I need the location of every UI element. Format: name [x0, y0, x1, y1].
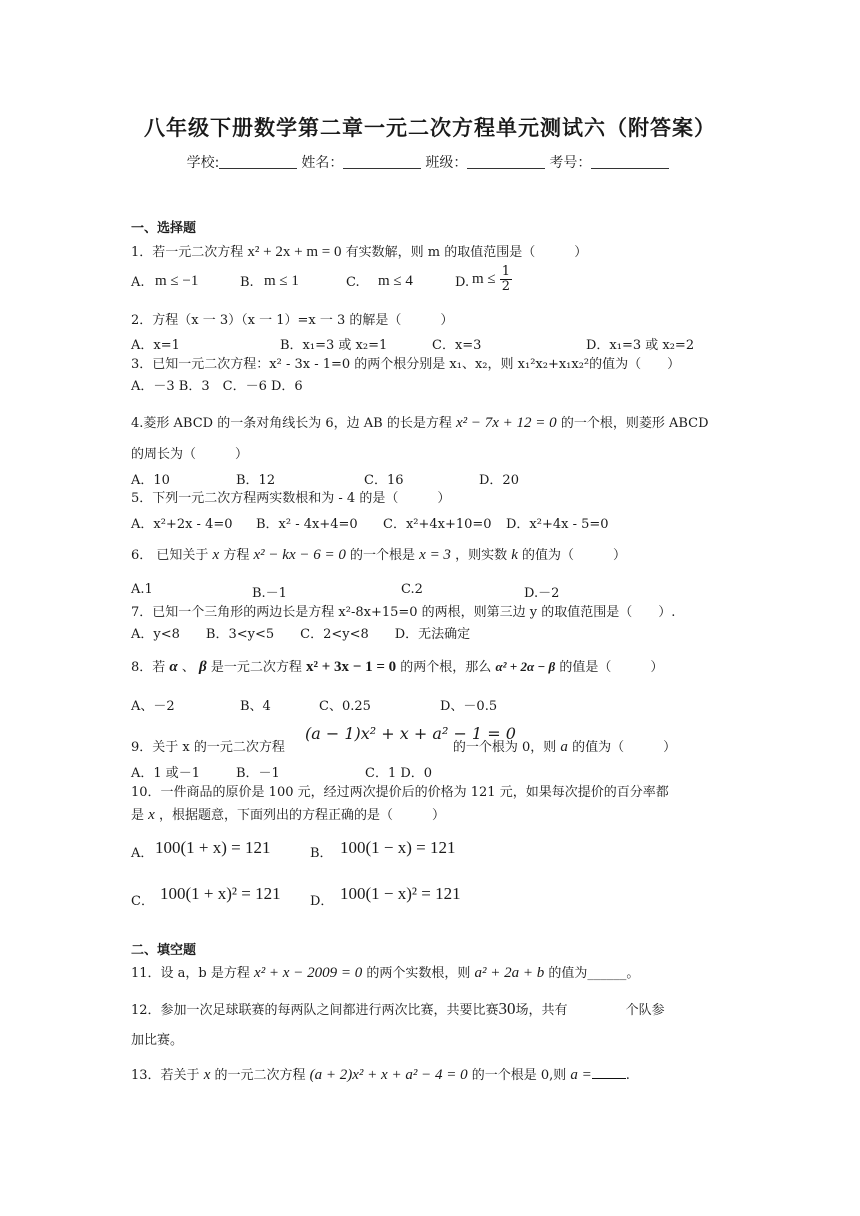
- q5-option-d: D．x²+4x - 5=0: [506, 517, 609, 532]
- q5-option-c: C．x²+4x+10=0: [383, 517, 492, 532]
- question-13-stem: [131, 1066, 630, 1085]
- question-5-stem: 5．下列一元二次方程两实数根和为 - 4 的是（ ）: [131, 491, 451, 506]
- q1-text-a: 1．若一元二次方程: [131, 245, 244, 260]
- q10-text-a: 是: [131, 808, 145, 823]
- q1-option-a: m ≤ −1: [155, 273, 199, 289]
- q13-var-x: x: [203, 1067, 211, 1083]
- q6-var-x: x: [212, 547, 220, 563]
- q13-text-b: 的一元二次方程: [214, 1068, 306, 1083]
- q2-option-b: B．x₁=3 或 x₂=1: [280, 338, 388, 353]
- q6-option-c: C.2: [401, 582, 423, 597]
- question-12-stem: [131, 1000, 665, 1020]
- q1-option-c-label: C.: [346, 275, 360, 290]
- q4-option-d: D．20: [479, 473, 519, 488]
- q11-expression: a² + 2a + b: [474, 965, 545, 981]
- fraction-denominator: 2: [501, 279, 511, 294]
- question-4-stem: [131, 414, 709, 433]
- q10-option-c: 100(1 + x)² = 121: [160, 884, 281, 903]
- q6-text-a: 6． 已知关于: [131, 548, 209, 563]
- q10-text-b: ，根据题意，下面列出的方程正确的是（ ）: [158, 808, 445, 823]
- q1-option-b-label: B.: [240, 275, 254, 290]
- q9-var-a: a: [560, 739, 568, 755]
- q2-option-d: D．x₁=3 或 x₂=2: [586, 338, 695, 353]
- q12-text-c: 个队参: [625, 1003, 665, 1018]
- q8-alpha: α: [169, 659, 178, 675]
- exam-no-blank: [591, 154, 669, 169]
- question-11-stem: [131, 964, 639, 983]
- q13-equation: (a + 2)x² + x + a² − 4 = 0: [309, 1067, 468, 1083]
- question-3-stem: 3．已知一元二次方程：x² - 3x - 1=0 的两个根分别是 x₁、x₂，则 x₁²x₂+x₁x₂²的值为（ ）: [131, 357, 681, 372]
- q6-text-e: 的值为（ ）: [522, 548, 627, 563]
- q6-text-b: 方程: [223, 548, 250, 563]
- q10-option-a-label: A．: [131, 846, 154, 861]
- q9-text-c: 的值为（ ）: [572, 740, 677, 755]
- q4-option-b: B．12: [236, 473, 276, 488]
- q12-stem-continued: 加比赛。: [131, 1033, 184, 1048]
- q2-option-c: C．x=3: [432, 338, 482, 353]
- q9-text-a: 9．关于 x 的一元二次方程: [131, 740, 285, 755]
- q11-text-b: 的两个实数根，则: [366, 966, 471, 981]
- question-8-stem: [131, 658, 663, 677]
- q3-options: A．－3 B．3 C．－6 D．6: [131, 379, 303, 394]
- q6-option-a: A.1: [131, 582, 153, 597]
- q9-option-a: A．1 或－1: [131, 766, 201, 781]
- q1-equation: x² + 2x + m = 0: [247, 244, 342, 260]
- q1-option-b: m ≤ 1: [264, 273, 299, 289]
- q1-option-d-text: m ≤: [472, 271, 496, 287]
- q10-option-a: 100(1 + x) = 121: [155, 838, 271, 857]
- q12-match-count: 30: [498, 999, 516, 1018]
- class-label: 班级：: [425, 155, 468, 171]
- name-blank: [343, 154, 421, 169]
- q8-option-b: B、4: [240, 699, 271, 714]
- q4-stem-continued: 的周长为（ ）: [131, 447, 249, 462]
- q6-var-k: k: [511, 547, 518, 563]
- q1-option-d-fraction: [500, 265, 512, 294]
- q8-expression: α² + 2α − β: [495, 659, 556, 674]
- fraction-numerator: 1: [501, 264, 511, 279]
- q12-text-b: 场，共有: [515, 1003, 568, 1018]
- q10-option-c-label: C．: [131, 894, 154, 909]
- q6-text-d: ，则实数: [455, 548, 508, 563]
- q5-option-b: B．x² - 4x+4=0: [256, 517, 358, 532]
- q11-equation: x² + x − 2009 = 0: [254, 965, 363, 981]
- q5-option-a: A．x²+2x - 4=0: [131, 517, 233, 532]
- school-label: 学校:: [186, 155, 220, 171]
- q13-var-a: a =: [570, 1067, 592, 1083]
- q6-text-c: 的一个根是: [350, 548, 416, 563]
- question-6-stem: [131, 546, 626, 565]
- q6-option-b: B.－1: [252, 586, 287, 601]
- q4-option-a: A．10: [131, 473, 170, 488]
- question-1-stem: [131, 243, 587, 262]
- q4-text-b: 的一个根，则菱形 ABCD: [560, 416, 709, 431]
- q13-end-period: .: [625, 1068, 630, 1083]
- q8-separator: 、: [181, 660, 195, 675]
- q4-option-c: C．16: [364, 473, 404, 488]
- school-blank: [219, 154, 297, 169]
- page-title: 八年级下册数学第二章一元二次方程单元测试六（附答案）: [144, 116, 716, 140]
- q10-option-d: 100(1 − x)² = 121: [340, 884, 461, 903]
- q8-beta: β: [199, 659, 207, 675]
- q9-text-b: 的一个根为 0，则: [452, 740, 557, 755]
- q10-option-d-label: D．: [310, 894, 334, 909]
- q10-option-b: 100(1 − x) = 121: [340, 838, 456, 857]
- q1-option-a-label: A.: [131, 275, 145, 290]
- question-2-stem: 2．方程（x 一 3）（x 一 1）=x 一 3 的解是（ ）: [131, 313, 454, 328]
- q13-text-a: 13．若关于: [131, 1068, 200, 1083]
- q2-option-a: A．x=1: [131, 338, 180, 353]
- q9-option-cd: C．1 D．0: [365, 766, 433, 781]
- q10-stem-continued: [131, 806, 445, 825]
- q11-text-a: 11．设 a，b 是方程: [131, 966, 250, 981]
- q4-equation: x² − 7x + 12 = 0: [455, 415, 557, 431]
- q8-text-a: 8．若: [131, 660, 166, 675]
- q4-text-a: 4.菱形 ABCD 的一条对角线长为 6，边 AB 的长是方程: [131, 416, 452, 431]
- question-9-stem: [131, 738, 676, 757]
- q6-option-d: D.－2: [524, 586, 560, 601]
- q10-var-x: x: [148, 807, 155, 823]
- q8-text-c: 的两个根，那么: [400, 660, 492, 675]
- section-fill-heading: 二、填空题: [131, 943, 197, 958]
- q6-root: x = 3: [419, 547, 451, 563]
- section-choice-heading: 一、选择题: [131, 221, 197, 236]
- q9-option-b: B．－1: [236, 766, 280, 781]
- exam-no-label: 考号：: [549, 155, 592, 171]
- question-7-stem: 7．已知一个三角形的两边长是方程 x²-8x+15=0 的两根，则第三边 y 的取值范围是（ ）.: [131, 605, 676, 620]
- q8-option-d: D、－0.5: [440, 699, 498, 714]
- q9-equation: (a − 1)x² + x + a² − 1 = 0: [305, 724, 516, 743]
- q1-option-d-label: D.: [455, 275, 470, 290]
- q8-option-a: A、－2: [131, 699, 175, 714]
- q6-equation: x² − kx − 6 = 0: [253, 547, 346, 563]
- q1-option-c: m ≤ 4: [378, 273, 413, 289]
- q7-options: A．y<8 B．3<y<5 C．2<y<8 D．无法确定: [131, 627, 471, 642]
- name-label: 姓名：: [301, 155, 344, 171]
- question-10-stem: 10．一件商品的原价是 100 元，经过两次提价后的价格为 121 元，如果每次提价的百分率都: [131, 785, 669, 800]
- q8-equation: x² + 3x − 1 = 0: [306, 659, 397, 675]
- q11-text-c: 的值为______。: [548, 966, 640, 981]
- q1-text-b: 有实数解，则 m 的取值范围是（ ）: [345, 245, 588, 260]
- q13-text-c: 的一个根是 0,则: [471, 1068, 567, 1083]
- q8-text-b: 是一元二次方程: [210, 660, 302, 675]
- q8-text-d: 的值是（ ）: [559, 660, 664, 675]
- q12-text-a: 12．参加一次足球联赛的每两队之间都进行两次比赛，共要比赛: [131, 1003, 499, 1018]
- student-info-line: [0, 152, 860, 172]
- q1-option-d: [472, 265, 512, 294]
- q13-answer-blank: [592, 1066, 626, 1079]
- q10-option-b-label: B．: [310, 846, 333, 861]
- q8-option-c: C、0.25: [319, 699, 371, 714]
- class-blank: [467, 154, 545, 169]
